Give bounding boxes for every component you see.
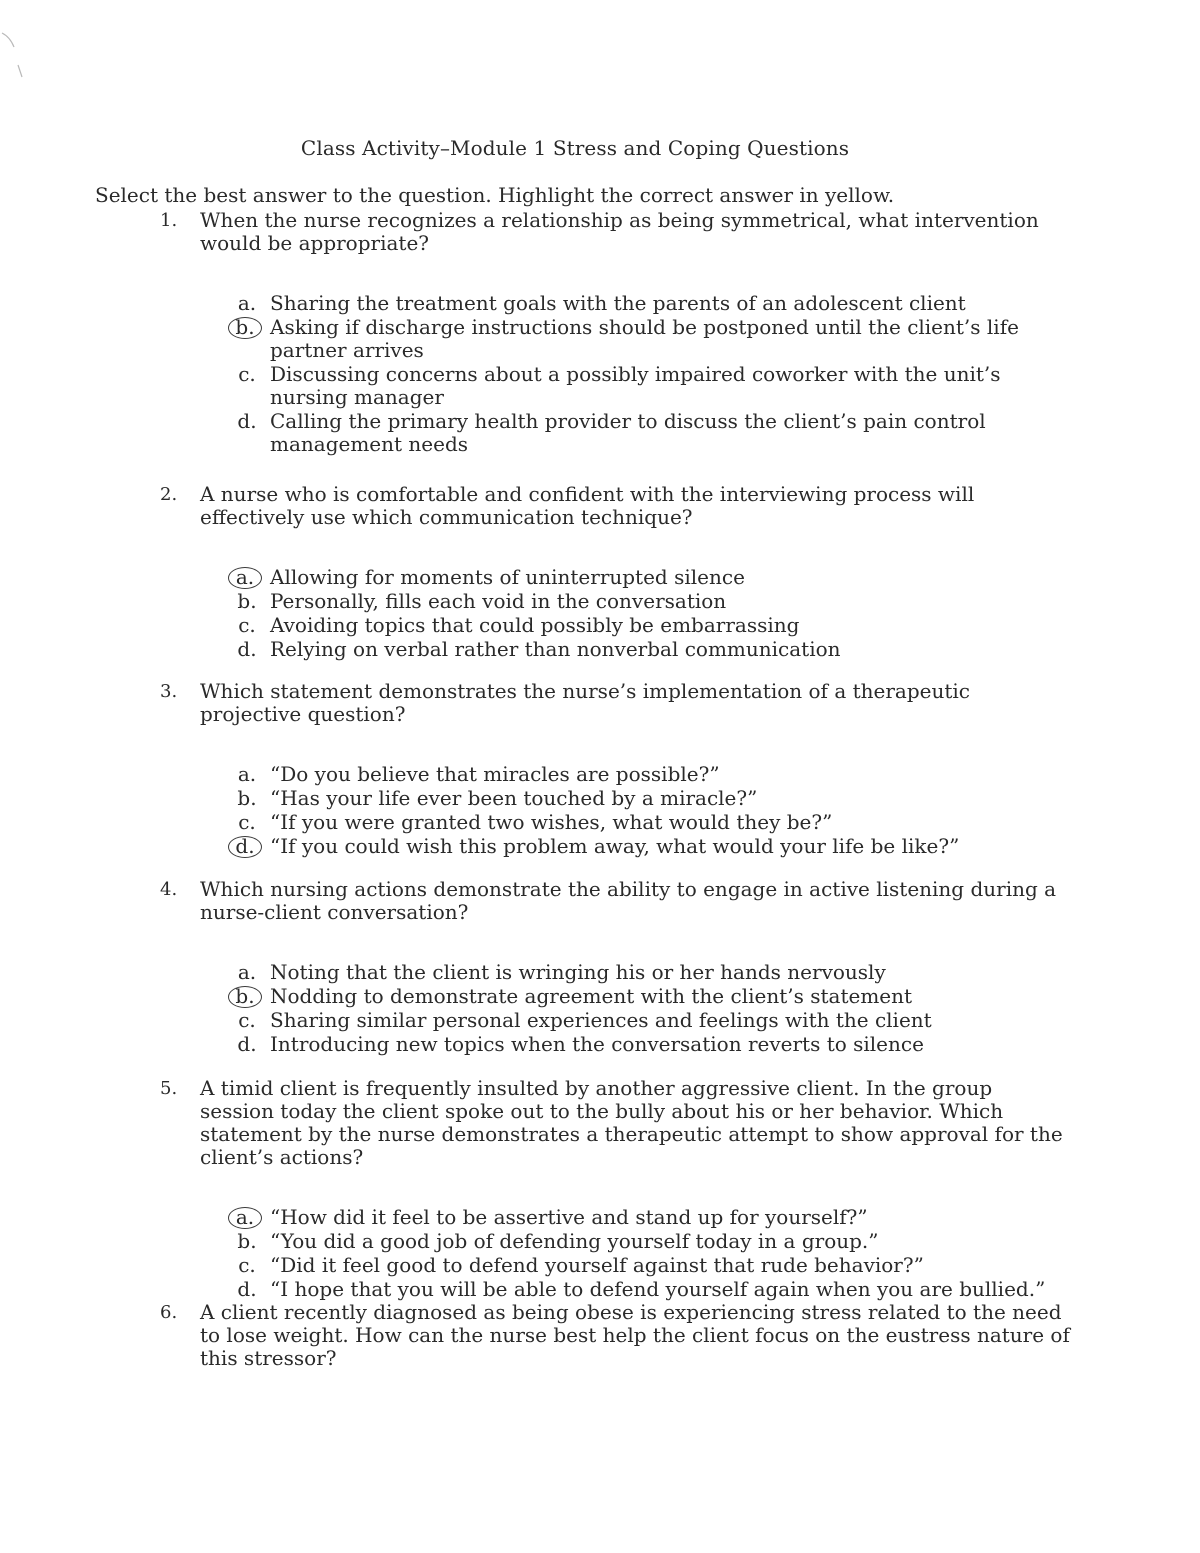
choice-text: “I hope that you will be able to defend yourself again when you are bullied.” — [270, 1277, 1046, 1301]
question-number: 1. — [160, 210, 178, 231]
choice-text: “Did it feel good to defend yourself against that rude behavior?” — [270, 1253, 924, 1277]
choice-letter: c. — [238, 613, 256, 637]
choice-letter: b. — [237, 1229, 257, 1253]
question-4 — [160, 878, 1070, 1057]
choice-a — [232, 763, 1070, 786]
choice-text: Sharing the treatment goals with the parents of an adolescent client — [270, 291, 966, 315]
choice-d — [232, 410, 1070, 456]
choice-text: “If you were granted two wishes, what would they be?” — [270, 810, 833, 834]
question-text: A nurse who is comfortable and confident with the interviewing process will effectively use which communication technique? — [200, 482, 975, 529]
choice-text: “You did a good job of defending yourself today in a group.” — [270, 1229, 879, 1253]
choice-d-selected — [232, 835, 1070, 858]
question-1 — [160, 209, 1070, 457]
question-number: 2. — [160, 484, 178, 505]
question-6 — [160, 1301, 1070, 1370]
choice-b — [232, 590, 1070, 613]
choice-a — [232, 961, 1070, 984]
question-number: 6. — [160, 1302, 178, 1323]
choice-text: Relying on verbal rather than nonverbal communication — [270, 637, 841, 661]
question-number: 3. — [160, 681, 178, 702]
circled-answer-letter: d. — [228, 836, 262, 858]
question-number: 5. — [160, 1078, 178, 1099]
choice-letter: c. — [238, 1253, 256, 1277]
choice-text: Calling the primary health provider to discuss the client’s pain control management needs — [270, 409, 986, 456]
question-text: Which nursing actions demonstrate the ability to engage in active listening during a nurse-client conversation? — [200, 877, 1057, 924]
choice-text: Noting that the client is wringing his or her hands nervously — [270, 960, 886, 984]
choice-letter: d. — [237, 409, 257, 433]
choice-d — [232, 638, 1070, 661]
answer-choices — [232, 1206, 1070, 1301]
choice-a-selected — [232, 566, 1070, 589]
page-title: Class Activity–Module 1 Stress and Coping Questions — [300, 136, 850, 160]
choice-letter: c. — [238, 810, 256, 834]
choice-d — [232, 1278, 1070, 1301]
choice-c — [232, 1009, 1070, 1032]
question-text: Which statement demonstrates the nurse’s implementation of a therapeutic projective question? — [200, 679, 970, 726]
choice-letter: c. — [238, 1008, 256, 1032]
circled-answer-letter: b. — [228, 986, 262, 1008]
question-text: A timid client is frequently insulted by another aggressive client. In the group session today the client spoke out to the bully about his or her behavior. Which statement by the nurse demonstrates a therapeutic attempt to show approval for the client’s actions? — [200, 1076, 1063, 1169]
choice-b-selected — [232, 985, 1070, 1008]
circled-answer-letter: a. — [228, 1207, 262, 1229]
choice-letter: d. — [237, 1277, 257, 1301]
choice-letter: a. — [237, 960, 257, 984]
choice-text: Asking if discharge instructions should be postponed until the client’s life partner arrives — [270, 315, 1019, 362]
choice-b — [232, 787, 1070, 810]
instructions-text: Select the best answer to the question. Highlight the correct answer in yellow. — [95, 183, 895, 207]
choice-text: Introducing new topics when the conversation reverts to silence — [270, 1032, 924, 1056]
choice-text: Avoiding topics that could possibly be embarrassing — [270, 613, 800, 637]
choice-c — [232, 363, 1070, 409]
choice-letter: a. — [237, 762, 257, 786]
choice-text: Allowing for moments of uninterrupted silence — [270, 565, 745, 589]
choice-a — [232, 292, 1070, 315]
choice-text: “Has your life ever been touched by a miracle?” — [270, 786, 758, 810]
choice-b-selected — [232, 316, 1070, 362]
question-number: 4. — [160, 879, 178, 900]
question-5 — [160, 1077, 1070, 1302]
choice-letter: c. — [238, 362, 256, 386]
answer-choices — [232, 292, 1070, 456]
circled-answer-letter: a. — [228, 567, 262, 589]
question-3 — [160, 680, 1070, 859]
question-2 — [160, 483, 1070, 662]
choice-text: “Do you believe that miracles are possible?” — [270, 762, 720, 786]
choice-letter: d. — [237, 1032, 257, 1056]
choice-text: Nodding to demonstrate agreement with the client’s statement — [270, 984, 913, 1008]
choice-text: “If you could wish this problem away, what would your life be like?” — [270, 834, 960, 858]
circled-answer-letter: b. — [228, 317, 262, 339]
choice-letter: d. — [237, 637, 257, 661]
answer-choices — [232, 763, 1070, 858]
choice-letter: a. — [237, 291, 257, 315]
choice-d — [232, 1033, 1070, 1056]
question-text: A client recently diagnosed as being obese is experiencing stress related to the need to lose weight. How can the nurse best help the client focus on the eustress nature of this stressor? — [200, 1300, 1070, 1370]
scan-corner-mark — [0, 25, 30, 85]
choice-c — [232, 811, 1070, 834]
answer-choices — [232, 961, 1070, 1056]
choice-c — [232, 614, 1070, 637]
choice-text: Sharing similar personal experiences and feelings with the client — [270, 1008, 932, 1032]
choice-text: Discussing concerns about a possibly impaired coworker with the unit’s nursing manager — [270, 362, 1001, 409]
answer-choices — [232, 566, 1070, 661]
choice-b — [232, 1230, 1070, 1253]
choice-text: “How did it feel to be assertive and stand up for yourself?” — [270, 1205, 868, 1229]
choice-c — [232, 1254, 1070, 1277]
choice-text: Personally, fills each void in the conversation — [270, 589, 727, 613]
question-text: When the nurse recognizes a relationship as being symmetrical, what intervention would be appropriate? — [200, 208, 1039, 255]
choice-letter: b. — [237, 786, 257, 810]
choice-a-selected — [232, 1206, 1070, 1229]
choice-letter: b. — [237, 589, 257, 613]
